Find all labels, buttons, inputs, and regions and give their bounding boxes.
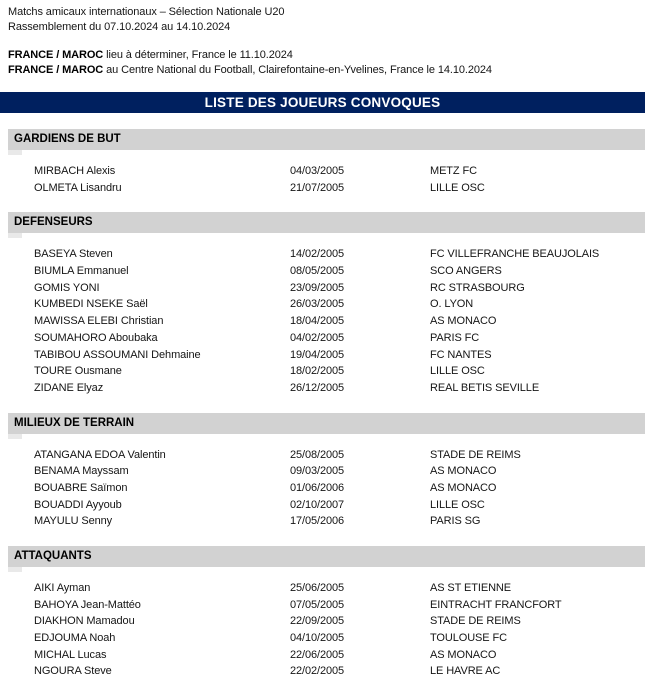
player-club: FC NANTES (430, 348, 492, 361)
player-row (0, 597, 655, 614)
match-lines (8, 48, 655, 77)
player-birthdate: 09/03/2005 (290, 465, 345, 478)
section-header-stub (8, 434, 22, 439)
section-header-gardiens-de-but: GARDIENS DE BUT (8, 129, 645, 150)
player-club: AS ST ETIENNE (430, 582, 512, 594)
section-attaquants (0, 546, 655, 680)
player-row (0, 280, 655, 297)
player-row (0, 313, 655, 330)
player-name: TABIBOU ASSOUMANI Dehmaine (34, 348, 201, 361)
player-row (0, 296, 655, 313)
player-club: SCO ANGERS (430, 265, 502, 278)
player-name: GOMIS YONI (34, 281, 100, 294)
player-row (0, 580, 655, 597)
player-row (0, 347, 655, 364)
player-row (0, 447, 655, 464)
player-name: BOUADDI Ayyoub (34, 498, 122, 511)
player-row (0, 163, 655, 180)
player-club: LILLE OSC (430, 365, 485, 378)
section-milieux-de-terrain (0, 413, 655, 530)
player-name: BOUABRE Saïmon (34, 481, 128, 494)
section-header-milieux-de-terrain: MILIEUX DE TERRAIN (8, 413, 645, 434)
player-club: STADE DE REIMS (430, 448, 521, 461)
player-birthdate: 04/02/2005 (290, 331, 345, 344)
section-header-stub (8, 567, 22, 572)
player-birthdate: 18/04/2005 (290, 315, 345, 328)
player-birthdate: 23/09/2005 (290, 281, 345, 294)
section-header-stub (8, 233, 22, 238)
title-line-1: Matchs amicaux internationaux – Sélection Nationale U20 (8, 6, 285, 18)
player-birthdate: 21/07/2005 (290, 181, 345, 194)
player-birthdate: 25/06/2005 (290, 582, 345, 594)
player-name: EDJOUMA Noah (34, 632, 116, 645)
player-row (0, 246, 655, 263)
section-gardiens-de-but (0, 129, 655, 196)
player-club: STADE DE REIMS (430, 615, 521, 628)
player-row (0, 330, 655, 347)
player-club: METZ FC (430, 165, 477, 177)
player-club: AS MONACO (430, 315, 497, 328)
player-birthdate: 26/03/2005 (290, 298, 345, 311)
player-row (0, 363, 655, 380)
player-row (0, 513, 655, 530)
player-birthdate: 22/02/2005 (290, 665, 345, 678)
player-rows (0, 246, 655, 396)
player-birthdate: 14/02/2005 (290, 248, 345, 261)
player-name: DIAKHON Mamadou (34, 615, 135, 628)
player-row (0, 497, 655, 514)
player-club: O. LYON (430, 298, 474, 311)
player-club: RC STRASBOURG (430, 281, 525, 294)
player-birthdate: 04/10/2005 (290, 632, 345, 645)
player-row (0, 480, 655, 497)
player-name: ATANGANA EDOA Valentin (34, 448, 166, 461)
player-birthdate: 22/06/2005 (290, 648, 345, 661)
player-row (0, 647, 655, 664)
player-birthdate: 02/10/2007 (290, 498, 345, 511)
player-name: ZIDANE Elyaz (34, 381, 104, 394)
player-club: PARIS SG (430, 515, 481, 528)
player-birthdate: 22/09/2005 (290, 615, 345, 628)
player-name: TOURE Ousmane (34, 365, 122, 378)
player-club: AS MONACO (430, 481, 497, 494)
player-row (0, 663, 655, 680)
player-club: PARIS FC (430, 331, 480, 344)
player-club: FC VILLEFRANCHE BEAUJOLAIS (430, 248, 600, 261)
match-teams: FRANCE / MAROC (8, 63, 104, 76)
player-name: BASEYA Steven (34, 248, 113, 261)
player-birthdate: 17/05/2006 (290, 515, 345, 528)
match-details: lieu à déterminer, France le 11.10.2024 (106, 49, 293, 61)
match-teams: FRANCE / MAROC (8, 49, 104, 61)
player-row (0, 380, 655, 397)
player-name: MICHAL Lucas (34, 648, 107, 661)
match-line (8, 48, 655, 63)
player-name: BIUMLA Emmanuel (34, 265, 129, 278)
section-defenseurs (0, 212, 655, 396)
player-name: OLMETA Lisandru (34, 181, 122, 194)
player-birthdate: 19/04/2005 (290, 348, 345, 361)
section-header-stub (8, 150, 22, 155)
player-name: BENAMA Mayssam (34, 465, 129, 478)
player-name: AIKI Ayman (34, 582, 91, 594)
player-club: LE HAVRE AC (430, 665, 501, 678)
player-rows (0, 580, 655, 680)
player-rows (0, 447, 655, 530)
player-birthdate: 18/02/2005 (290, 365, 345, 378)
player-row (0, 630, 655, 647)
player-birthdate: 25/08/2005 (290, 448, 345, 461)
player-club: LILLE OSC (430, 498, 485, 511)
player-row (0, 613, 655, 630)
player-row (0, 463, 655, 480)
player-name: BAHOYA Jean-Mattéo (34, 598, 141, 611)
player-birthdate: 08/05/2005 (290, 265, 345, 278)
match-line (8, 63, 655, 78)
player-club: LILLE OSC (430, 181, 485, 194)
player-birthdate: 07/05/2005 (290, 598, 345, 611)
player-club: REAL BETIS SEVILLE (430, 381, 540, 394)
match-details: au Centre National du Football, Clairefontaine-en-Yvelines, France le 14.10.2024 (106, 63, 492, 76)
player-name: NGOURA Steve (34, 665, 112, 678)
player-birthdate: 01/06/2006 (290, 481, 345, 494)
player-rows (0, 163, 655, 196)
player-name: SOUMAHORO Aboubaka (34, 331, 158, 344)
player-name: MAYULU Senny (34, 515, 113, 528)
player-club: EINTRACHT FRANCFORT (430, 598, 562, 611)
player-sections (0, 129, 655, 680)
player-club: AS MONACO (430, 465, 497, 478)
section-header-defenseurs: DEFENSEURS (8, 212, 645, 233)
player-name: KUMBEDI NSEKE Saël (34, 298, 148, 311)
player-name: MAWISSA ELEBI Christian (34, 315, 164, 328)
player-birthdate: 04/03/2005 (290, 165, 345, 177)
player-row (0, 263, 655, 280)
player-row (0, 180, 655, 197)
section-header-attaquants: ATTAQUANTS (8, 546, 645, 567)
player-name: MIRBACH Alexis (34, 165, 116, 177)
player-club: AS MONACO (430, 648, 497, 661)
player-birthdate: 26/12/2005 (290, 381, 345, 394)
title-line-2: Rassemblement du 07.10.2024 au 14.10.2024 (8, 20, 231, 33)
document-header (0, 0, 655, 77)
player-club: TOULOUSE FC (430, 632, 507, 645)
list-banner-title: LISTE DES JOUEURS CONVOQUES (0, 92, 645, 113)
